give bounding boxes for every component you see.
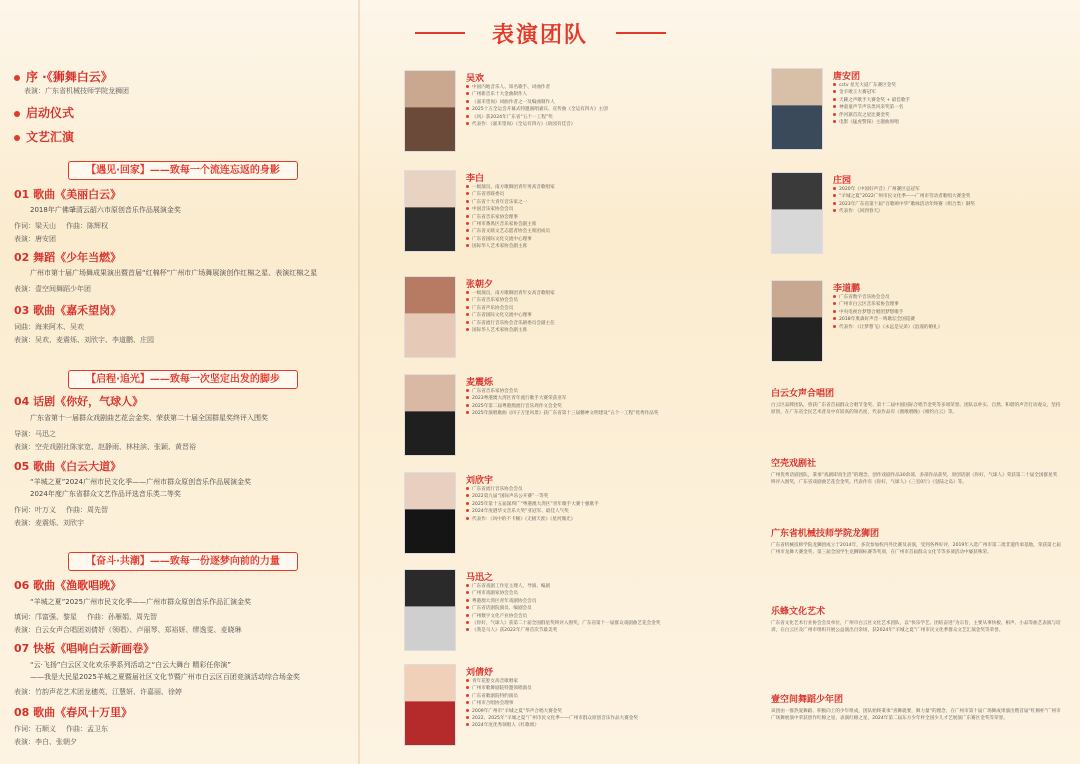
program-desc: “云·飞扬”白云区文化欢乐季系列活动之“白云大舞台 精彩任你演” xyxy=(30,661,231,669)
chapter-heading: 【奋斗·共潮】——致每一份逐梦向前的力量 xyxy=(68,552,298,571)
group-title: 壹空间舞蹈少年团 xyxy=(771,695,844,705)
bio-item: 2022第九届“国际声乐公开赛”一等奖 xyxy=(466,493,666,500)
program-desc: “羊城之夏”2024广州市民文化季——广州市群众原创音乐作品展演金奖 xyxy=(30,478,252,486)
bio-item: 伴河寨首次之星比赛金奖 xyxy=(833,112,1033,119)
program-meta xyxy=(14,686,192,698)
meta-text: 表演：李白、张朝夕 xyxy=(14,738,77,746)
bio-item: 中国内地音乐人、知名歌手、词曲作者 xyxy=(466,84,666,91)
bio-item: 一级演员、南方歌舞团青年男高音歌唱家 xyxy=(466,184,666,191)
bullet-icon xyxy=(14,135,20,141)
performer-photo xyxy=(404,170,456,252)
performer-name: 刘欣宇 xyxy=(466,476,494,486)
performer-bio xyxy=(833,186,1033,216)
performer-name: 李白 xyxy=(466,174,485,184)
bio-item: 2023粤港澳大湾区青年流行歌手大赛荣获亚军 xyxy=(466,395,666,402)
bio-item: cctv 星光大道广东赛区金奖 xyxy=(833,82,1033,89)
performer-name: 唐安团 xyxy=(833,72,861,82)
performer-name: 麦震烁 xyxy=(466,378,494,388)
performer-bio xyxy=(466,84,666,128)
bio-item: 2009年广州市“羊城之夏”华声合唱大赛金奖 xyxy=(466,708,666,715)
meta-text: 作词：叶万义 xyxy=(14,506,56,514)
meta-text: 表演：吴欢、麦震烁、刘欣宇、李道鹏、庄园 xyxy=(14,336,154,344)
program-title: 07 快板《唱响白云新画卷》 xyxy=(14,642,155,655)
group-title: 乐蜂文化艺术 xyxy=(771,607,826,617)
group-title: 空壳戏剧社 xyxy=(771,459,817,469)
bio-item: 广东省戏剧工作室主理人，导演、编剧 xyxy=(466,583,666,590)
performer-bio xyxy=(466,184,666,251)
program-desc: 广州市第十届广场舞成果演出暨首届“红棉杯”广州市广场舞展演创作红棉之星、表演红棉之星 xyxy=(30,269,318,277)
bio-item: 广东省青联委员 xyxy=(466,191,666,198)
meta-text: 表演：麦震烁、刘欣宇 xyxy=(14,519,84,527)
meta-text: 作曲：周先智 xyxy=(66,506,108,514)
bio-item: 广东省流行音乐协会音乐剧委员会副主任 xyxy=(466,320,666,327)
program-meta xyxy=(14,283,101,295)
group-desc: 广东省文化艺术行业协会会员单位，广州市白云区文化艺术团队，以“快乐学艺、团结奋进”为宗旨，主要从事快板、相声、小品等曲艺表演与培训，在白云区及广州市组织开展公益演出百余场，获2024年“羊城之夏”广州市民文化季群众文艺汇演金奖等荣誉。 xyxy=(771,621,1061,634)
meta-text: 表演：白云女声合唱团刘倩妤（领唱）、卢丽琴、郑裕妍、缪逸雯、麦晓琳 xyxy=(14,626,242,634)
meta-text: 导演：马迅之 xyxy=(14,430,56,438)
bio-item: 广东省音乐家协会理事 xyxy=(466,214,666,221)
bio-item: 粤港澳大湾区青年戏剧协会会员 xyxy=(466,598,666,605)
bio-item: 广州数字文化产业协会会员 xyxy=(466,613,666,620)
bio-item: 2023年广东省第十届“百歌颂中华”歌咏活动年终赛（组合类）铜奖 xyxy=(833,201,1033,208)
title-rule-right xyxy=(616,32,666,34)
bio-item: 广东省流行音乐协会会员 xyxy=(466,486,666,493)
bio-item: 2022、2025年“羊城之夏”广州市民文化季——广州市群众原创音乐作品大赛金奖 xyxy=(466,715,666,722)
program-title: 02 舞蹈《少年当燃》 xyxy=(14,251,122,264)
bullet-icon xyxy=(14,75,20,81)
bio-item: 天籁之声歌手大赛金奖 + 最佳歌手 xyxy=(833,97,1033,104)
program-title: 01 歌曲《美丽白云》 xyxy=(14,188,122,201)
bio-item: 2024年度港华文音乐大奖“亚冠军、最佳人气奖 xyxy=(466,508,666,515)
bio-item: 广东省国际文化交流中心理事 xyxy=(466,312,666,319)
performer-bio xyxy=(466,583,666,635)
program-meta xyxy=(14,428,66,440)
meta-text: 词曲：海来阿木、吴欢 xyxy=(14,323,84,331)
bullet-icon xyxy=(14,111,20,117)
performer-photo xyxy=(771,172,823,254)
section-title: 表演团队 xyxy=(491,23,588,48)
meta-text: 作曲：孟卫东 xyxy=(66,725,108,733)
meta-text: 表演：竹韵声花艺术团龙穗英、江慧妍、许嘉丽、徐婷 xyxy=(14,688,182,696)
bio-item: 神童童声节声乐类风采奖第一名 xyxy=(833,104,1033,111)
program-meta xyxy=(14,233,66,245)
bio-item: 代表作：《回到春天》 xyxy=(833,208,1033,215)
program-desc: ——我是大民星2025羊城之夏暨届社区文化节暨广州市白云区百团竞演活动综合场金奖 xyxy=(30,673,300,681)
bio-item: 国际华人艺术家协会副主席 xyxy=(466,327,666,334)
group-desc: 广东省机械技师学院龙狮团成立于2014年，多次参加校内外比赛及表演，受到各界好评，2019年入选广州市第二批非遗传承基地，荣获第七届广州市龙舞大赛金奖、第三届全国学生龙狮锦标赛等奖项，在广州市首届群众文化节等多项活动中屡获殊荣。 xyxy=(771,543,1061,556)
intro-item xyxy=(14,128,74,145)
performer-photo xyxy=(404,569,456,651)
performer-photo xyxy=(404,276,456,358)
performer-photo xyxy=(771,280,823,362)
bio-item: 代表作：《让梦想飞》《永远是兄弟》《浪漫的婚礼》 xyxy=(833,324,1033,331)
bio-item: 广东省音乐家协会会员 xyxy=(466,297,666,304)
bio-item: 2018年奥森好声音一鸣歌坛全国巡赛 xyxy=(833,316,1033,323)
bio-item: 2025年演唱歌曲《回子万里风景》获广东省第十三届精神文明建设“五个一工程”优秀作品奖 xyxy=(466,410,666,417)
program-title: 04 话剧《你好，气球人》 xyxy=(14,395,144,408)
bio-item: 中央电视台梦想合唱团梦想歌手 xyxy=(833,309,1033,316)
bio-item: 广州市戏剧家协会会员 xyxy=(466,590,666,597)
performer-bio xyxy=(466,388,666,418)
intro-sub: 表演：广东省机械技师学院龙狮团 xyxy=(24,87,129,95)
performer-bio xyxy=(466,678,666,730)
program-title: 06 歌曲《渔歌唱晚》 xyxy=(14,579,122,592)
meta-text: 表演：壹空间舞蹈少年团 xyxy=(14,285,91,293)
bio-item: 《我是马人》获2022年广州首次节最美奖 xyxy=(466,627,666,634)
program-title: 05 歌曲《白云大道》 xyxy=(14,460,122,473)
program-meta xyxy=(14,321,94,333)
program-desc: 2018年广佛肇清云韶六市原创音乐作品展演金奖 xyxy=(30,206,181,214)
performer-name: 刘倩妤 xyxy=(466,668,494,678)
program-meta xyxy=(14,723,118,735)
bio-item: 广东省国际文化交流中心理事 xyxy=(466,236,666,243)
bio-item: 代表作：《风中的不卡顿》《无极天涯》《星河微光》 xyxy=(466,516,666,523)
bio-item: 广东省声乐协会会员 xyxy=(466,305,666,312)
bio-item: 一级演员，南方歌舞团青年女高音歌唱家 xyxy=(466,290,666,297)
meta-text: 作曲：孙雁娟、周先智 xyxy=(87,613,157,621)
program-list xyxy=(0,0,358,764)
bio-item: 《嘉禾望岗》词曲作者之一及编曲制作人 xyxy=(466,99,666,106)
group-desc: 白云区品牌团队，曾获广东省首届群众合唱节金奖、第十二届中国国际合唱节金奖等多项荣誉。团队以朴实、自然、和谐的声音打动观众，坚持原创，在广东省全民艺术普及中有较高的知名度，代表作品有《渔歌唱晚》《相约白云》等。 xyxy=(771,403,1061,416)
intro-label: 序 ·《狮舞白云》 xyxy=(26,70,113,84)
group-title: 白云女声合唱团 xyxy=(771,389,835,399)
intro-item xyxy=(14,104,74,121)
bio-item: 金羊歌王大赛冠军 xyxy=(833,89,1033,96)
performer-photo xyxy=(404,374,456,456)
program-desc: 2024年度广东省群众文艺作品评选音乐类二等奖 xyxy=(30,490,181,498)
program-meta xyxy=(14,611,167,623)
program-meta xyxy=(14,334,164,346)
performer-name: 吴欢 xyxy=(466,74,485,84)
group-desc: 广州优秀话剧团队，秉承“戏剧即真生活”的理念，创作戏剧作品30余部，多部作品获奖，原创话剧《你好，气球人》荣获第二十届全国群星奖终评入围奖，广东省戏剧曲艺花会金奖。代表作有《你好，气球人》《三室0厅》《登陆之岛》等。 xyxy=(771,473,1058,486)
program-meta xyxy=(14,624,252,636)
program-meta xyxy=(14,517,94,529)
performer-photo xyxy=(404,70,456,152)
bio-item: 广东省音乐家协会会员 xyxy=(466,388,666,395)
meta-text: 作曲：陈辉权 xyxy=(66,222,108,230)
bio-item: 2025十五全运会开幕式特邀演唱嘉宾、宣传曲《全运有四方》主创 xyxy=(466,106,666,113)
performer-photo xyxy=(771,68,823,150)
bio-item: “羊城之夏”2022广州市民文化季——广州市劳动者歌唱大赛金奖 xyxy=(833,193,1033,200)
bio-item: 2024年度优秀领唱人《红歌颂》 xyxy=(466,722,666,729)
meta-text: 表演：唐安团 xyxy=(14,235,56,243)
bio-item: 电影《猛虎警探》主题曲原唱 xyxy=(833,119,1033,126)
bio-item: 2025年第二届粤港澳流行音乐周作文会金奖 xyxy=(466,403,666,410)
performer-photo xyxy=(404,472,456,554)
performer-name: 张朝夕 xyxy=(466,280,494,290)
program-meta xyxy=(14,736,87,748)
bio-item: 《你好，气球人》获第二十届全国群星奖终评入围奖，广东省第十一届群众戏剧曲艺花会金奖 xyxy=(466,620,666,627)
performer-photo xyxy=(404,664,456,746)
bio-item: 广州市白云区音乐家协会理事 xyxy=(833,301,1033,308)
page-fold xyxy=(358,0,360,764)
bio-item: 中国音乐家协会会员 xyxy=(466,206,666,213)
meta-text: 作词：梁天山 xyxy=(14,222,56,230)
meta-text: 表演：空壳戏剧社陈家宽、赵静雨、林桂滨、张颖、黄晋裕 xyxy=(14,443,196,451)
performer-bio xyxy=(466,486,666,523)
performer-name: 马迅之 xyxy=(466,573,494,583)
bio-item: 国际华人艺术家协会副主席 xyxy=(466,243,666,250)
bio-item: 代表作：《嘉禾望岗》《全运有四方》《故园有佳音》 xyxy=(466,121,666,128)
performer-bio xyxy=(833,82,1033,126)
program-title: 08 歌曲《春风十万里》 xyxy=(14,706,133,719)
performer-bio xyxy=(466,290,666,334)
program-desc: “羊城之夏”2025广州市民文化季——广州市群众原创音乐作品汇演金奖 xyxy=(30,598,252,606)
meta-text: 作词：石顺义 xyxy=(14,725,56,733)
group-title: 广东省机械技师学院龙狮团 xyxy=(771,529,880,539)
performer-bio xyxy=(833,294,1033,331)
chapter-heading: 【启程·追光】——致每一次坚定出发的脚步 xyxy=(68,370,298,389)
chapter-heading: 【遇见·回家】——致每一个流连忘返的身影 xyxy=(68,161,298,180)
performer-name: 庄园 xyxy=(833,176,852,186)
bio-item: 2020年《中国好声音》广州赛区总冠军 xyxy=(833,186,1033,193)
bio-item: 广东省数字音乐协会会员 xyxy=(833,294,1033,301)
bio-item: 广州市合唱协会理事 xyxy=(466,700,666,707)
bio-item: 广东省歌剧院特约演员 xyxy=(466,693,666,700)
bio-item: 广州市歌舞剧院特邀领唱演员 xyxy=(466,685,666,692)
program-desc: 广东省第十一届群众戏剧曲艺花会金奖、荣获第二十届全国群星奖终评入围奖 xyxy=(30,414,268,422)
intro-item xyxy=(14,68,113,85)
bio-item: 广州新音乐十大金曲制作人 xyxy=(466,91,666,98)
meta-text: 填词：邝富强、黎星 xyxy=(14,613,77,621)
program-meta xyxy=(14,504,118,516)
bio-item: 广东省十大青年音乐家之一 xyxy=(466,199,666,206)
intro-label: 启动仪式 xyxy=(26,106,75,120)
title-rule-left xyxy=(415,32,465,34)
group-desc: 该团由一群热爱舞蹈、积极向上的少年组成，团队始终秉承“喜舞就要，舞力量“的理念，在广州市第十届广场舞成果演出暨首届“红棉杯”广州市广场舞展演中荣获创作红棉之星、表演红棉之星，2024年第二届东方少年杯全国少儿才艺展演广东赛区金奖等荣誉。 xyxy=(771,709,1061,722)
program-meta xyxy=(14,220,118,232)
bio-item: 2025年第十五届深圳广“粤港澳大湾区”青年歌手大赛十强歌手 xyxy=(466,501,666,508)
program-title: 03 歌曲《嘉禾望岗》 xyxy=(14,304,122,317)
bio-item: 青年花腔女高音歌唱家 xyxy=(466,678,666,685)
bio-item: 广州市番禺区音乐家协会副主席 xyxy=(466,221,666,228)
bio-item: 广东省话剧院演员、编剧会员 xyxy=(466,605,666,612)
bio-item: 《风》获2024年广东省“五个一工程”奖 xyxy=(466,114,666,121)
performer-name: 李道鹏 xyxy=(833,284,861,294)
program-meta xyxy=(14,441,206,453)
intro-label: 文艺汇演 xyxy=(26,130,75,144)
bio-item: 广东省文联文艺志愿者协会主席团成员 xyxy=(466,228,666,235)
